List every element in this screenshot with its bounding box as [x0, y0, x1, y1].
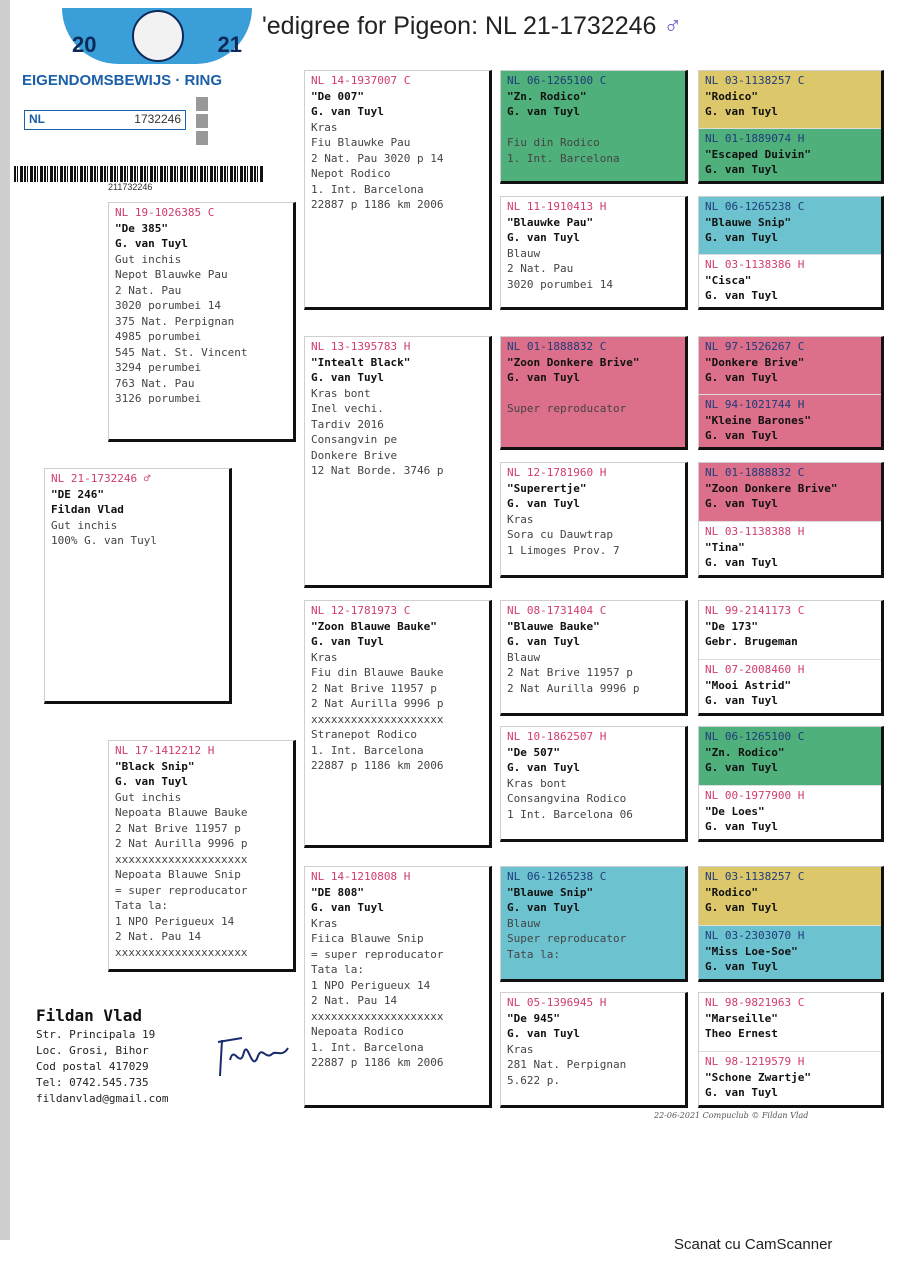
ring-number: NL 12-1781960 H [507, 466, 607, 479]
pigeon-entry [305, 601, 489, 776]
pigeon-entry [305, 337, 489, 481]
pigeon-entry [699, 601, 881, 659]
pigeon-name: "Blauwe Snip" [507, 885, 594, 899]
pigeon-card-g8 [698, 992, 884, 1108]
breeder-name: G. van Tuyl [507, 105, 580, 118]
breeder-name: G. van Tuyl [311, 371, 384, 384]
breeder-name: G. van Tuyl [507, 635, 580, 648]
pigeon-name: "Marseille" [705, 1011, 778, 1025]
pigeon-info-line: 2 Nat. Pau 3020 p 14 [311, 151, 444, 165]
breeder-name: G. van Tuyl [705, 429, 778, 442]
ring-number: NL 12-1781973 C [311, 604, 411, 617]
ring-number: NL 17-1412212 H [115, 744, 215, 757]
breeder-name: G. van Tuyl [705, 163, 778, 176]
breeder-name: G. van Tuyl [507, 231, 580, 244]
pigeon-entry [699, 1051, 881, 1108]
ring-number: NL 06-1265238 C [507, 870, 607, 883]
pigeon-info-line: xxxxxxxxxxxxxxxxxxxx [311, 712, 444, 726]
signature-icon [212, 1030, 292, 1080]
pigeon-card-g1 [698, 70, 884, 184]
breeder-name: G. van Tuyl [705, 820, 778, 833]
pigeon-entry [699, 867, 881, 925]
pigeon-info-line: 3020 porumbei 14 [507, 277, 613, 291]
pigeon-name: "De Loes" [705, 804, 765, 818]
pigeon-info-line: Kras [311, 650, 338, 664]
pigeon-entry [305, 867, 489, 1073]
pigeon-card-mfm [500, 726, 688, 842]
breeder-name: G. van Tuyl [705, 901, 778, 914]
pigeon-card-g6 [698, 726, 884, 842]
ring-number: NL 03-1138388 H [705, 525, 805, 538]
owner-address-line: Str. Principala 19 [36, 1028, 156, 1041]
pigeon-info-line: xxxxxxxxxxxxxxxxxxxx [311, 1009, 444, 1023]
pigeon-entry [699, 337, 881, 394]
ring-number: NL 03-1138257 C [705, 870, 805, 883]
pigeon-info-line: 2 Nat Brive 11957 p [115, 821, 241, 835]
pigeon-name: "Rodico" [705, 885, 758, 899]
owner-email: fildanvlad@gmail.com [36, 1092, 169, 1105]
pigeon-info-line: Fiu din Blauwe Bauke [311, 666, 444, 679]
ring-number: NL 05-1396945 H [507, 996, 607, 1009]
pigeon-card-fmm [500, 462, 688, 578]
pigeon-entry [699, 785, 881, 842]
breeder-name: G. van Tuyl [705, 761, 778, 774]
pigeon-name: "Escaped Duivin" [705, 147, 811, 161]
owner-phone: Tel: 0742.545.735 [36, 1076, 149, 1089]
pigeon-entry [501, 463, 685, 560]
pigeon-info-line: Nepoata Blauwe Bauke [115, 806, 248, 819]
pigeon-info-line: 100% G. van Tuyl [51, 534, 157, 547]
ring-number: NL 06-1265238 C [705, 200, 805, 213]
breeder-name: G. van Tuyl [311, 901, 384, 914]
pigeon-card-fm [304, 336, 492, 588]
pigeon-card-g5 [698, 600, 884, 716]
pigeon-entry [699, 463, 881, 521]
breeder-name: G. van Tuyl [115, 237, 188, 250]
pigeon-entry [699, 197, 881, 254]
pigeon-info-line: 1 Limoges Prov. 7 [507, 543, 620, 557]
ring-number: NL 14-1210808 H [311, 870, 411, 883]
year-right: 21 [217, 32, 242, 57]
pigeon-name: "DE 246" [51, 487, 104, 501]
pigeon-info-line: 1. Int. Barcelona [311, 182, 424, 196]
pigeon-info-line: Donkere Brive [311, 448, 398, 462]
breeder-name: Theo Ernest [705, 1027, 778, 1040]
pigeon-name: "Blauwe Bauke" [507, 619, 600, 633]
pigeon-info-line: 22887 p 1186 km 2006 [311, 759, 444, 772]
pigeon-card-mmm [500, 992, 688, 1108]
pigeon-info-line: Sora cu Dauwtrap [507, 528, 613, 541]
pigeon-entry [501, 867, 685, 964]
breeder-name: Gebr. Brugeman [705, 635, 798, 648]
breeder-name: G. van Tuyl [705, 105, 778, 118]
pigeon-info-line: 12 Nat Borde. 3746 p [311, 464, 444, 477]
pigeon-name: "Blauwke Pau" [507, 215, 594, 229]
breeder-name: G. van Tuyl [705, 556, 778, 569]
pigeon-info-line: 2 Nat. Pau [507, 262, 574, 275]
breeder-name: G. van Tuyl [705, 371, 778, 384]
pigeon-card-ffm [500, 196, 688, 310]
pigeon-card-mm [304, 866, 492, 1108]
pigeon-card-f [108, 202, 296, 442]
year-left: 20 [72, 32, 97, 57]
ring-number-box [24, 110, 186, 130]
breeder-name: G. van Tuyl [507, 497, 580, 510]
owner-address-line: Cod postal 417029 [36, 1060, 149, 1073]
pigeon-info-line: 5.622 p. [507, 1073, 560, 1087]
pigeon-info-line: 2 Nat Brive 11957 p [507, 666, 633, 679]
ring-number: NL 07-2008460 H [705, 663, 805, 676]
pigeon-info-line: Nepot Blauwke Pau [115, 268, 228, 281]
page-title [262, 12, 682, 41]
ring-number: NL 99-2141173 C [705, 604, 805, 617]
barcode-number: 211732246 [108, 182, 153, 192]
pigeon-name: "De 507" [507, 745, 560, 759]
ring-number: NL 97-1526267 C [705, 340, 805, 353]
pigeon-entry [699, 254, 881, 310]
ring-number: NL 14-1937007 C [311, 74, 411, 87]
pigeon-info-line: Fiu din Rodico [507, 136, 600, 149]
pigeon-name: "Zn. Rodico" [507, 89, 587, 103]
pigeon-entry [699, 993, 881, 1051]
page-edge [0, 0, 10, 1240]
ring-number: NL 98-1219579 H [705, 1055, 805, 1068]
pigeon-entry [305, 71, 489, 215]
pigeon-info-line: Inel vechi. [311, 402, 384, 415]
pigeon-info-line: Blauw [507, 916, 541, 930]
pigeon-info-line: 2 Nat Aurilla 9996 p [311, 697, 444, 710]
pigeon-info-line: 2 Nat Aurilla 9996 p [115, 837, 248, 850]
pigeon-info-line: xxxxxxxxxxxxxxxxxxxx [115, 945, 248, 959]
breeder-name: G. van Tuyl [705, 1086, 778, 1099]
pigeon-name: "Superertje" [507, 481, 587, 495]
pigeon-name: "Zoon Blauwe Bauke" [311, 619, 437, 633]
pigeon-info-line: Fiu Blauwke Pau [311, 136, 411, 149]
ring-number: NL 94-1021744 H [705, 398, 805, 411]
pigeon-info-line: Kras bont [507, 776, 567, 790]
pigeon-info-line: Tata la: [115, 899, 168, 912]
pigeon-info-line: 22887 p 1186 km 2006 [311, 1056, 444, 1069]
owner-block [36, 1008, 168, 1107]
ring-number: NL 03-1138257 C [705, 74, 805, 87]
pigeon-entry [109, 203, 293, 409]
pigeon-card-g3 [698, 336, 884, 450]
pigeon-name: "Kleine Barones" [705, 413, 811, 427]
pigeon-info-line: 2 Nat Aurilla 9996 p [507, 681, 640, 695]
pigeon-info-line: 1 NPO Perigueux 14 [115, 914, 235, 928]
ring-number: NL 01-1888832 C [507, 340, 607, 353]
pigeon-name: "Miss Loe-Soe" [705, 944, 798, 958]
pigeon-info-line: Kras bont [311, 386, 371, 400]
ring-number: NL 01-1889074 H [705, 132, 805, 145]
pigeon-card-ff [304, 70, 492, 310]
pigeon-name: "Blauwe Snip" [705, 215, 792, 229]
pigeon-info-line [501, 120, 685, 136]
pigeon-entry [699, 521, 881, 578]
pigeon-entry [501, 337, 685, 419]
pigeon-info-line: 763 Nat. Pau [115, 376, 195, 390]
pigeon-card-mmf [500, 866, 688, 982]
pigeon-entry [699, 925, 881, 982]
pigeon-name: "DE 808" [311, 885, 364, 899]
pigeon-info-line: 1 NPO Perigueux 14 [311, 978, 431, 992]
pigeon-info-line: Consangvin pe [311, 433, 398, 446]
ring-number: NL 13-1395783 H [311, 340, 411, 353]
breeder-name: G. van Tuyl [705, 694, 778, 707]
pigeon-name: "Donkere Brive" [705, 355, 805, 369]
pigeon-info-line: 375 Nat. Perpignan [115, 314, 235, 328]
pigeon-info-line: Gut inchis [115, 252, 182, 266]
pigeon-info-line: 22887 p 1186 km 2006 [311, 198, 444, 211]
pigeon-info-line: Blauw [507, 246, 541, 260]
breeder-name: G. van Tuyl [311, 105, 384, 118]
ring-number: NL 06-1265100 C [705, 730, 805, 743]
pigeon-entry [501, 197, 685, 294]
pigeon-info-line: Nepoata Blauwe Snip [115, 868, 241, 881]
ring-number: NL 11-1910413 H [507, 200, 607, 213]
pigeon-info-line: Tardiv 2016 [311, 417, 384, 431]
pigeon-card-fmf [500, 336, 688, 450]
breeder-name: Fildan Vlad [51, 503, 124, 516]
pigeon-entry [699, 71, 881, 128]
ring-number: NL 21-1732246 ♂ [51, 472, 151, 485]
ring-number: NL 06-1265100 C [507, 74, 607, 87]
pigeon-entry [501, 601, 685, 698]
breeder-name: G. van Tuyl [705, 289, 778, 302]
pigeon-info-line: 2 Nat. Pau 14 [115, 930, 202, 943]
scanner-watermark: Scanat cu CamScanner [674, 1236, 833, 1253]
pigeon-card-g7 [698, 866, 884, 982]
pigeon-name: "Zoon Donkere Brive" [705, 481, 838, 495]
pigeon-info-line: 2 Nat Brive 11957 p [311, 681, 437, 695]
pigeon-card-mff [500, 600, 688, 716]
pigeon-name: "De 173" [705, 619, 758, 633]
checkbox-list-icon [196, 94, 270, 152]
pigeon-info-line: = super reproducator [311, 947, 444, 961]
ring-number: NL 03-1138386 H [705, 258, 805, 271]
pigeon-card-mf [304, 600, 492, 848]
pigeon-info-line: Tata la: [507, 947, 560, 961]
pigeon-name: "Schone Zwartje" [705, 1070, 811, 1084]
pigeon-card-g4 [698, 462, 884, 578]
pigeon-info-line: 2 Nat. Pau [115, 283, 182, 297]
ring-number: NL 03-2303070 H [705, 929, 805, 942]
breeder-name: G. van Tuyl [507, 901, 580, 914]
pigeon-info-line [501, 386, 685, 402]
ring-logo-banner [62, 8, 252, 64]
breeder-name: G. van Tuyl [507, 761, 580, 774]
pigeon-name: "De 945" [507, 1011, 560, 1025]
pigeon-info-line: Tata la: [311, 963, 364, 976]
breeder-name: G. van Tuyl [507, 371, 580, 384]
pigeon-info-line: 2 Nat. Pau 14 [311, 994, 398, 1007]
pigeon-name: "Cisca" [705, 273, 752, 287]
pigeon-info-line: Kras [507, 1042, 534, 1056]
pigeon-info-line: Super reproducator [507, 932, 627, 945]
pigeon-info-line: 3294 perumbei [115, 361, 202, 374]
pigeon-info-line: Kras [311, 120, 338, 134]
certificate-title: EIGENDOMSBEWIJS · RING [22, 72, 223, 89]
pigeon-info-line: Stranepot Rodico [311, 728, 417, 741]
pigeon-info-line: Nepoata Rodico [311, 1025, 404, 1038]
pigeon-name: "Tina" [705, 540, 745, 554]
ring-number: NL 10-1862507 H [507, 730, 607, 743]
ring-number: NL 00-1977900 H [705, 789, 805, 802]
pigeon-name: "Black Snip" [115, 759, 195, 773]
pigeon-info-line: 3126 porumbei [115, 392, 202, 405]
breeder-name: G. van Tuyl [507, 1027, 580, 1040]
breeder-name: G. van Tuyl [311, 635, 384, 648]
globe-icon [132, 10, 184, 62]
pigeon-entry [109, 741, 293, 962]
pigeon-info-line: 1. Int. Barcelona [507, 151, 620, 165]
ring-number: 1732246 [134, 112, 181, 126]
owner-name: Fildan Vlad [36, 1006, 142, 1025]
footer-credit: 22-06-2021 Compuclub © Fildan Vlad [654, 1111, 809, 1120]
pigeon-name: "De 007" [311, 89, 364, 103]
pigeon-entry [699, 659, 881, 716]
pigeon-card-g2 [698, 196, 884, 310]
title-text: 'edigree for Pigeon: NL 21-1732246 [262, 12, 657, 40]
pigeon-info-line: 1. Int. Barcelona [311, 743, 424, 757]
male-symbol-icon: ♂ [663, 12, 683, 40]
ring-number: NL 08-1731404 C [507, 604, 607, 617]
pigeon-info-line: 4985 porumbei [115, 330, 202, 343]
pigeon-info-line: 1 Int. Barcelona 06 [507, 807, 633, 821]
pigeon-info-line: Super reproducator [507, 402, 627, 415]
pigeon-entry [699, 128, 881, 184]
pigeon-info-line: Consangvina Rodico [507, 792, 627, 805]
pigeon-entry [45, 469, 229, 551]
pigeon-info-line: Kras [311, 916, 338, 930]
pigeon-entry [501, 71, 685, 168]
pigeon-name: "De 385" [115, 221, 168, 235]
breeder-name: G. van Tuyl [705, 231, 778, 244]
pigeon-info-line: Kras [507, 512, 534, 526]
ring-number: NL 01-1888832 C [705, 466, 805, 479]
pigeon-info-line: 3020 porumbei 14 [115, 299, 221, 312]
pigeon-entry [501, 993, 685, 1090]
ownership-certificate [10, 0, 272, 190]
pigeon-info-line: Gut inchis [115, 790, 182, 804]
country-code: NL [29, 112, 45, 126]
owner-address-line: Loc. Grosi, Bihor [36, 1044, 149, 1057]
pigeon-name: "Intealt Black" [311, 355, 411, 369]
pigeon-card-fff [500, 70, 688, 184]
pigeon-info-line: Nepot Rodico [311, 167, 391, 180]
pigeon-info-line: 281 Nat. Perpignan [507, 1058, 627, 1071]
pigeon-name: "Zn. Rodico" [705, 745, 785, 759]
pigeon-name: "Rodico" [705, 89, 758, 103]
ring-number: NL 19-1026385 C [115, 206, 215, 219]
breeder-name: G. van Tuyl [705, 960, 778, 973]
pigeon-name: "Zoon Donkere Brive" [507, 355, 640, 369]
pigeon-info-line: 545 Nat. St. Vincent [115, 345, 248, 359]
pigeon-info-line: = super reproducator [115, 883, 248, 897]
pigeon-entry [699, 727, 881, 785]
pigeon-info-line: 1. Int. Barcelona [311, 1040, 424, 1054]
pigeon-entry [699, 394, 881, 450]
pigeon-card-m [108, 740, 296, 972]
pigeon-info-line: Gut inchis [51, 518, 118, 532]
breeder-name: G. van Tuyl [705, 497, 778, 510]
pigeon-info-line: Fiica Blauwe Snip [311, 932, 424, 945]
pigeon-card-root [44, 468, 232, 704]
pigeon-info-line: xxxxxxxxxxxxxxxxxxxx [115, 852, 248, 866]
barcode-icon [14, 166, 264, 182]
breeder-name: G. van Tuyl [115, 775, 188, 788]
pigeon-entry [501, 727, 685, 824]
ring-number: NL 98-9821963 C [705, 996, 805, 1009]
pigeon-info-line: Blauw [507, 650, 541, 664]
pigeon-name: "Mooi Astrid" [705, 678, 792, 692]
